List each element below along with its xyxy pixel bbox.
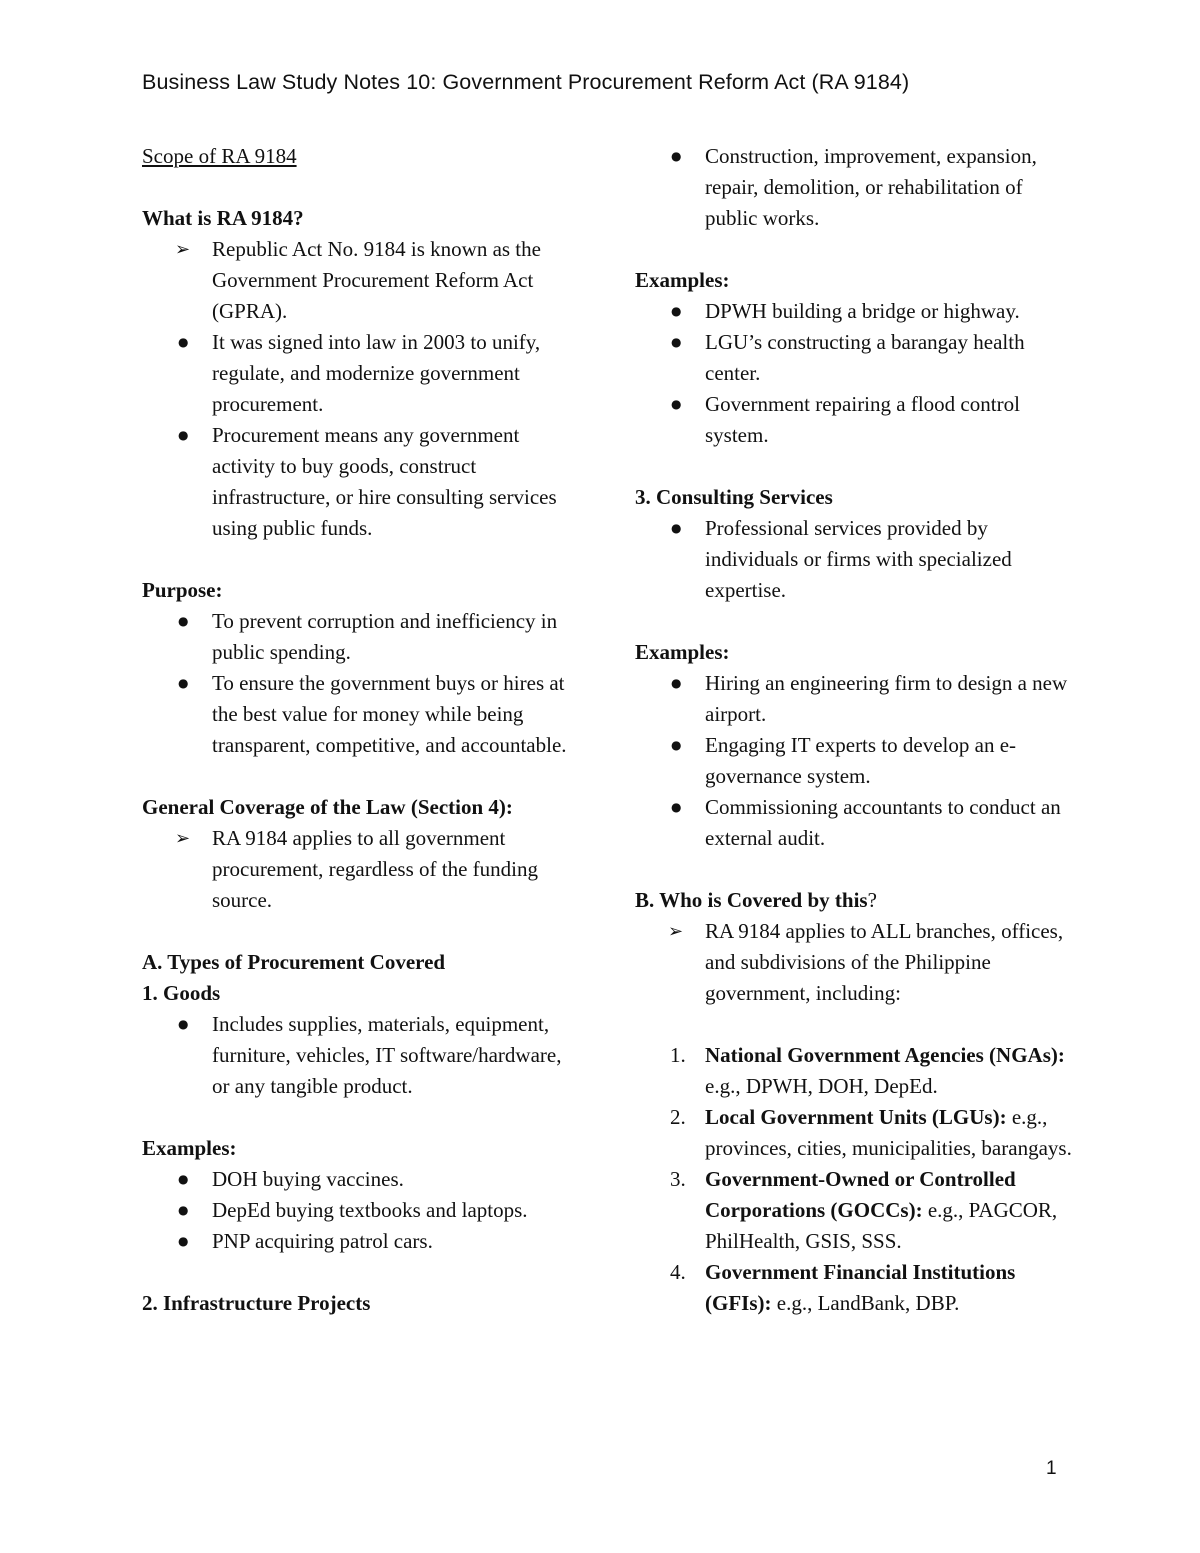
list-item: ● DepEd buying textbooks and laptops. (142, 1195, 572, 1226)
list-item: ● Construction, improvement, expansion, repair, demolition, or rehabilitation of public works. (635, 141, 1075, 234)
bullet-icon: ● (178, 1203, 189, 1217)
list-number: 3. (670, 1167, 686, 1191)
coverage-heading: General Coverage of the Law (Section 4): (142, 795, 513, 819)
bullet-icon: ● (671, 738, 682, 752)
who-list (635, 916, 1075, 1009)
coverage-list (142, 823, 572, 916)
types-heading: A. Types of Procurement Covered (142, 950, 446, 974)
left-column (142, 141, 572, 1319)
goods-examples-heading: Examples: (142, 1136, 237, 1160)
goods-heading: 1. Goods (142, 981, 221, 1005)
list-item: 3. Government-Owned or Controlled Corporations (GOCCs): e.g., PAGCOR, PhilHealth, GSIS, SSS. (635, 1164, 1075, 1257)
infra-examples-list (635, 296, 1075, 451)
bullet-icon: ● (671, 800, 682, 814)
page-number: 1 (1046, 1458, 1057, 1479)
list-item: ● It was signed into law in 2003 to unify, regulate, and modernize government procurement. (142, 327, 572, 420)
infra-examples-heading: Examples: (635, 268, 730, 292)
purpose-list (142, 606, 572, 761)
list-item: 4. Government Financial Institutions (GFIs): e.g., LandBank, DBP. (635, 1257, 1075, 1319)
list-item: ● Government repairing a flood control system. (635, 389, 1075, 451)
list-item: ● Includes supplies, materials, equipment, furniture, vehicles, IT software/hardware, or any tangible product. (142, 1009, 572, 1102)
infra-list (635, 141, 1075, 234)
bullet-icon: ● (178, 1017, 189, 1031)
list-item: ● To prevent corruption and inefficiency in public spending. (142, 606, 572, 668)
goods-examples-list (142, 1164, 572, 1257)
list-item: ● To ensure the government buys or hires at the best value for money while being transparent, competitive, and accountable. (142, 668, 572, 761)
list-item: ➢ Republic Act No. 9184 is known as the Government Procurement Reform Act (GPRA). (142, 234, 572, 327)
bullet-icon: ● (671, 304, 682, 318)
list-number: 4. (670, 1260, 686, 1284)
bullet-icon: ● (671, 676, 682, 690)
list-item: ● PNP acquiring patrol cars. (142, 1226, 572, 1257)
bullet-icon: ● (671, 521, 682, 535)
goods-list (142, 1009, 572, 1102)
list-item: ● Commissioning accountants to conduct an external audit. (635, 792, 1075, 854)
who-heading: B. Who is Covered by this? (635, 888, 877, 912)
list-item: ● LGU’s constructing a barangay health center. (635, 327, 1075, 389)
bullet-icon: ● (178, 676, 189, 690)
infra-heading: 2. Infrastructure Projects (142, 1291, 371, 1315)
arrow-icon: ➢ (175, 239, 191, 260)
list-item: ➢ RA 9184 applies to ALL branches, offices, and subdivisions of the Philippine government, including: (635, 916, 1075, 1009)
list-item: ● DOH buying vaccines. (142, 1164, 572, 1195)
list-item: ● Procurement means any government activity to buy goods, construct infrastructure, or hire consulting services using public funds. (142, 420, 572, 544)
list-item: ➢ RA 9184 applies to all government procurement, regardless of the funding source. (142, 823, 572, 916)
arrow-icon: ➢ (668, 921, 684, 942)
consulting-examples-list (635, 668, 1075, 854)
list-item: ● Hiring an engineering firm to design a new airport. (635, 668, 1075, 730)
arrow-icon: ➢ (175, 828, 191, 849)
bullet-icon: ● (178, 428, 189, 442)
bullet-icon: ● (178, 1234, 189, 1248)
consulting-heading: 3. Consulting Services (635, 485, 833, 509)
bullet-icon: ● (178, 614, 189, 628)
document-title: Business Law Study Notes 10: Government Procurement Reform Act (RA 9184) (142, 70, 910, 94)
bullet-icon: ● (178, 1172, 189, 1186)
bullet-icon: ● (178, 335, 189, 349)
list-item: 1. National Government Agencies (NGAs): e.g., DPWH, DOH, DepEd. (635, 1040, 1075, 1102)
bullet-icon: ● (671, 149, 682, 163)
consulting-list (635, 513, 1075, 606)
list-item: ● Engaging IT experts to develop an e-governance system. (635, 730, 1075, 792)
scope-heading: Scope of RA 9184 (142, 144, 297, 168)
list-item: 2. Local Government Units (LGUs): e.g., provinces, cities, municipalities, barangays. (635, 1102, 1075, 1164)
what-is-list (142, 234, 572, 544)
list-number: 1. (670, 1043, 686, 1067)
consulting-examples-heading: Examples: (635, 640, 730, 664)
purpose-heading: Purpose: (142, 578, 223, 602)
bullet-icon: ● (671, 397, 682, 411)
entities-list (635, 1040, 1075, 1319)
list-item: ● DPWH building a bridge or highway. (635, 296, 1075, 327)
bullet-icon: ● (671, 335, 682, 349)
list-item: ● Professional services provided by individuals or firms with specialized expertise. (635, 513, 1075, 606)
what-is-heading: What is RA 9184? (142, 206, 304, 230)
right-column (635, 141, 1075, 1319)
list-number: 2. (670, 1105, 686, 1129)
